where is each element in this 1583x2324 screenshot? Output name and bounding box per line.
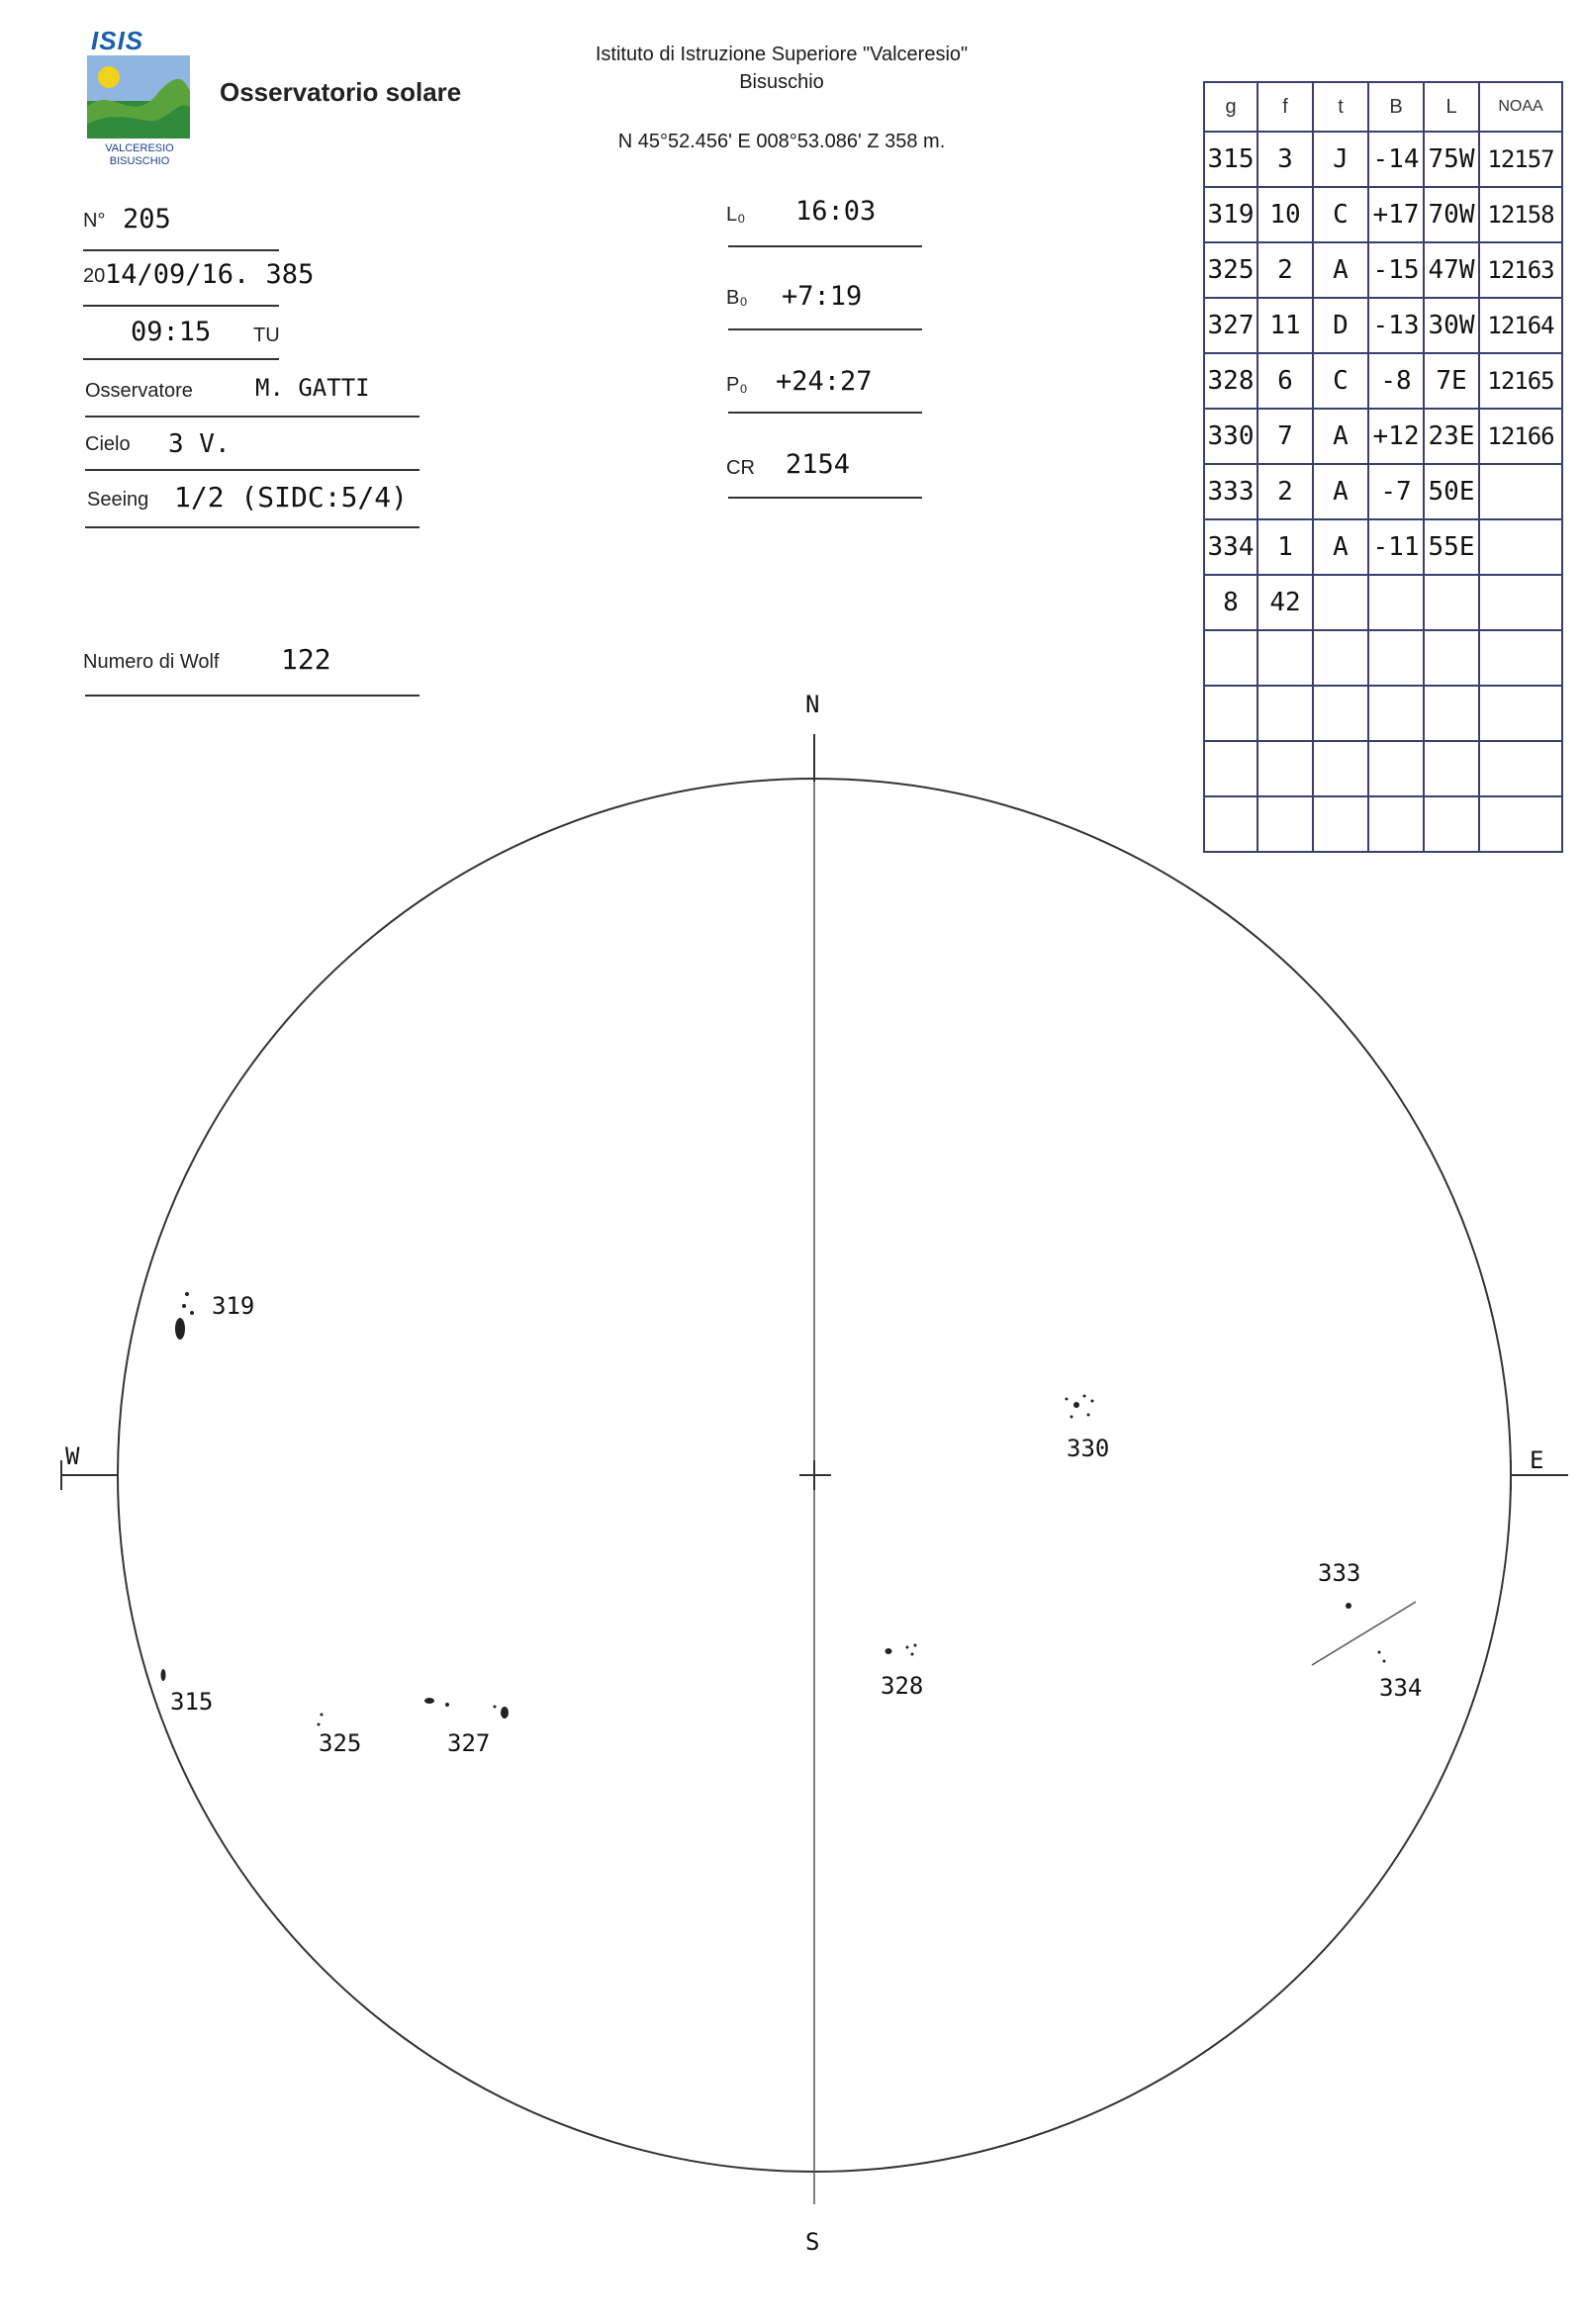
cell-noaa: 12165 — [1479, 353, 1562, 409]
rule-observer — [85, 416, 419, 418]
cell-t: A — [1313, 409, 1368, 464]
cell-noaa: 12166 — [1479, 409, 1562, 464]
direction-north: N — [805, 691, 820, 718]
cell-total-spots: 42 — [1257, 575, 1313, 630]
cell-L: 23E — [1424, 409, 1479, 464]
rule-time — [83, 358, 279, 360]
cell-empty — [1424, 630, 1479, 686]
L0-value: 16:03 — [795, 196, 877, 227]
cell-L: 7E — [1424, 353, 1479, 409]
date-value: 14/09/16. 385 — [105, 259, 315, 290]
cell-g: 334 — [1204, 519, 1257, 575]
B0-value: +7:19 — [782, 281, 863, 312]
cell-empty — [1313, 630, 1368, 686]
cell-noaa: 12157 — [1479, 132, 1562, 187]
cell-noaa — [1479, 519, 1562, 575]
cell-g: 325 — [1204, 242, 1257, 298]
header-NOAA: NOAA — [1479, 82, 1562, 132]
sunspots-334 — [1378, 1651, 1386, 1663]
table-empty-row — [1204, 741, 1562, 796]
B0-label: B₀ — [726, 287, 748, 309]
cell-t: D — [1313, 298, 1368, 353]
cell-f: 3 — [1257, 132, 1313, 187]
isis-logo — [85, 26, 194, 167]
cell-empty — [1424, 796, 1479, 852]
header-L: L — [1424, 82, 1479, 132]
cell-t: A — [1313, 519, 1368, 575]
cell-empty — [1368, 575, 1424, 630]
record-number-label: N° — [83, 210, 106, 232]
rule-P0 — [728, 412, 922, 414]
cell-empty — [1424, 741, 1479, 796]
cell-g: 327 — [1204, 298, 1257, 353]
cell-empty — [1368, 630, 1424, 686]
cell-empty — [1204, 741, 1257, 796]
group-label-325: 325 — [319, 1729, 362, 1757]
cell-L: 30W — [1424, 298, 1479, 353]
rule-seeing — [85, 526, 419, 528]
table-empty-row — [1204, 686, 1562, 741]
logo-caption-valceresio: VALCERESIO — [105, 142, 174, 154]
cell-f: 1 — [1257, 519, 1313, 575]
cell-empty — [1313, 741, 1368, 796]
observatory-title: Osservatorio solare — [220, 77, 462, 107]
table-row — [1204, 409, 1562, 464]
table-header-row — [1204, 82, 1562, 132]
sunspots-325 — [318, 1714, 324, 1726]
group-label-315: 315 — [170, 1688, 214, 1716]
cell-empty — [1204, 796, 1257, 852]
time-unit: TU — [253, 325, 280, 346]
cell-empty — [1313, 686, 1368, 741]
cell-B: +12 — [1368, 409, 1424, 464]
cell-B: -13 — [1368, 298, 1424, 353]
sunspots-333 — [1346, 1603, 1351, 1609]
cell-empty — [1368, 741, 1424, 796]
cell-B: -14 — [1368, 132, 1424, 187]
cell-f: 10 — [1257, 187, 1313, 242]
cell-L: 50E — [1424, 464, 1479, 519]
table-row — [1204, 464, 1562, 519]
CR-value: 2154 — [786, 449, 851, 480]
seeing-label: Seeing — [87, 489, 149, 511]
cell-empty — [1313, 575, 1368, 630]
cell-empty — [1479, 630, 1562, 686]
rule-CR — [728, 497, 922, 499]
cell-L: 70W — [1424, 187, 1479, 242]
cell-empty — [1479, 796, 1562, 852]
cell-noaa: 12164 — [1479, 298, 1562, 353]
table-row — [1204, 519, 1562, 575]
cell-B: -7 — [1368, 464, 1424, 519]
header-f: f — [1257, 82, 1313, 132]
table-row — [1204, 242, 1562, 298]
cell-t: J — [1313, 132, 1368, 187]
station-coordinates: N 45°52.456' E 008°53.086' Z 358 m. — [617, 131, 946, 152]
sunspots-315 — [161, 1669, 166, 1681]
logo-caption-bisuschio: BISUSCHIO — [109, 155, 170, 167]
cell-t: C — [1313, 353, 1368, 409]
table-row — [1204, 132, 1562, 187]
sky-value: 3 V. — [168, 429, 231, 459]
table-row — [1204, 353, 1562, 409]
institute-town: Bisuschio — [739, 71, 824, 93]
seeing-value: 1/2 (SIDC:5/4) — [174, 481, 409, 513]
cell-f: 11 — [1257, 298, 1313, 353]
header-t: t — [1313, 82, 1368, 132]
table-row — [1204, 187, 1562, 242]
wolf-value: 122 — [281, 643, 331, 676]
cell-L: 75W — [1424, 132, 1479, 187]
table-row — [1204, 298, 1562, 353]
P0-label: P₀ — [726, 374, 748, 396]
sky-label: Cielo — [85, 433, 131, 455]
wolf-label: Numero di Wolf — [83, 651, 220, 673]
cell-f: 2 — [1257, 464, 1313, 519]
cell-empty — [1479, 575, 1562, 630]
cell-noaa: 12163 — [1479, 242, 1562, 298]
rule-number — [83, 249, 279, 251]
rule-B0 — [728, 328, 922, 330]
cell-B: -8 — [1368, 353, 1424, 409]
cell-empty — [1204, 630, 1257, 686]
cell-empty — [1424, 575, 1479, 630]
cell-g: 330 — [1204, 409, 1257, 464]
cell-empty — [1257, 630, 1313, 686]
rule-date — [83, 305, 279, 307]
cell-g: 315 — [1204, 132, 1257, 187]
group-label-334: 334 — [1379, 1674, 1423, 1702]
direction-east: E — [1530, 1446, 1544, 1474]
rule-L0 — [728, 245, 922, 247]
group-label-330: 330 — [1067, 1435, 1110, 1462]
header-g: g — [1204, 82, 1257, 132]
table-empty-row — [1204, 796, 1562, 852]
cell-f: 2 — [1257, 242, 1313, 298]
logo-wordmark: ISIS — [91, 26, 144, 55]
cell-empty — [1313, 796, 1368, 852]
cell-empty — [1257, 686, 1313, 741]
group-label-333: 333 — [1318, 1559, 1361, 1587]
cell-empty — [1257, 796, 1313, 852]
rule-sky — [85, 469, 419, 471]
group-label-328: 328 — [881, 1672, 924, 1700]
sunspots-327 — [424, 1698, 509, 1719]
sunspots-330 — [1066, 1395, 1094, 1419]
cell-empty — [1368, 686, 1424, 741]
cell-noaa: 12158 — [1479, 187, 1562, 242]
record-number-value: 205 — [123, 204, 171, 234]
institute-name: Istituto di Istruzione Superiore "Valceresio" — [595, 44, 969, 65]
pole-angle-line — [1312, 1602, 1416, 1665]
cell-empty — [1204, 686, 1257, 741]
cell-t: A — [1313, 464, 1368, 519]
cell-t: C — [1313, 187, 1368, 242]
logo-emblem-icon — [87, 55, 190, 139]
L0-label: L₀ — [726, 204, 746, 226]
observer-value: M. GATTI — [255, 374, 370, 402]
group-label-327: 327 — [447, 1729, 491, 1757]
cell-empty — [1424, 686, 1479, 741]
sunspots-328 — [885, 1644, 917, 1656]
rule-wolf — [85, 695, 419, 697]
cell-B: -15 — [1368, 242, 1424, 298]
cell-empty — [1479, 686, 1562, 741]
cell-g: 319 — [1204, 187, 1257, 242]
cell-empty — [1257, 741, 1313, 796]
cell-f: 6 — [1257, 353, 1313, 409]
direction-south: S — [805, 2228, 820, 2256]
sunspots-319 — [175, 1292, 194, 1340]
date-prefix: 20 — [83, 265, 106, 287]
cell-B: -11 — [1368, 519, 1424, 575]
cell-g: 333 — [1204, 464, 1257, 519]
P0-value: +24:27 — [776, 366, 873, 397]
cell-empty — [1368, 796, 1424, 852]
cell-f: 7 — [1257, 409, 1313, 464]
cell-B: +17 — [1368, 187, 1424, 242]
CR-label: CR — [726, 457, 755, 479]
cell-total-groups: 8 — [1204, 575, 1257, 630]
cell-t: A — [1313, 242, 1368, 298]
cell-L: 47W — [1424, 242, 1479, 298]
cell-noaa — [1479, 464, 1562, 519]
table-empty-row — [1204, 630, 1562, 686]
cell-empty — [1479, 741, 1562, 796]
time-value: 09:15 — [131, 317, 212, 347]
cell-L: 55E — [1424, 519, 1479, 575]
header-B: B — [1368, 82, 1424, 132]
cell-g: 328 — [1204, 353, 1257, 409]
group-label-319: 319 — [212, 1292, 255, 1320]
direction-west: W — [65, 1442, 80, 1470]
table-total-row — [1204, 575, 1562, 630]
sunspot-groups-table — [1203, 81, 1563, 853]
observer-label: Osservatore — [85, 380, 193, 402]
